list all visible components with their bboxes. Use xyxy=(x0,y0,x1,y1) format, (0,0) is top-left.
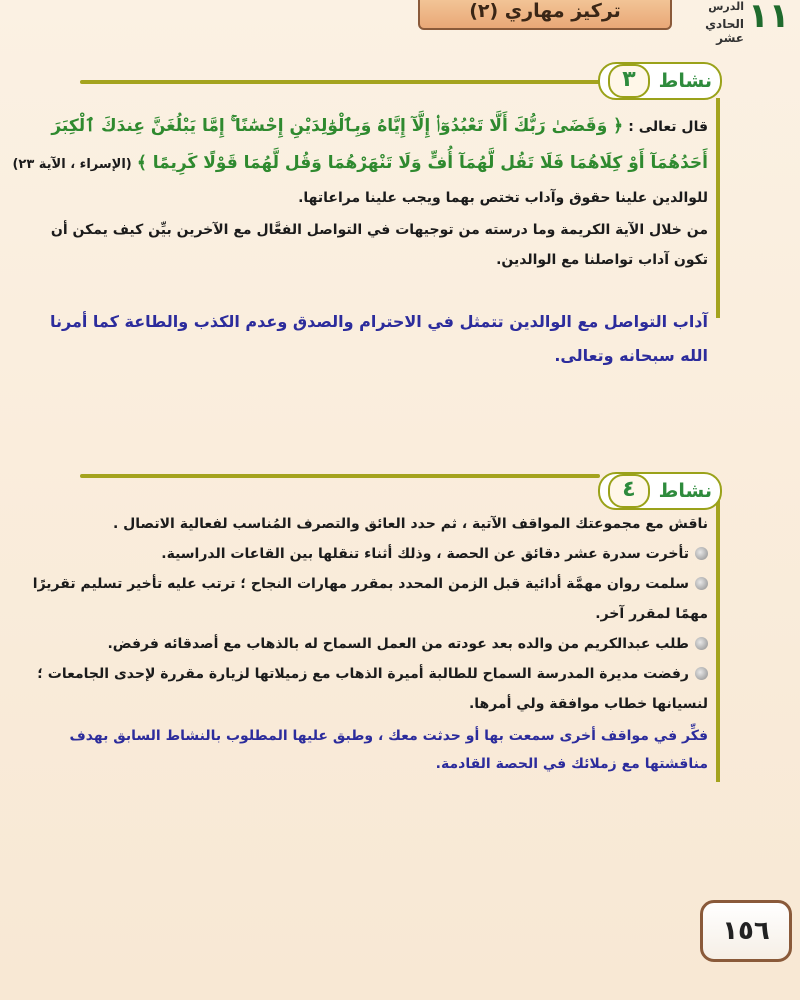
activity4-item-text: سلمت روان مهمَّة أدائية قبل الزمن المحدد بمقرر مهارات النجاح ؛ ترتب عليه تأخير تسليم تقريرًا xyxy=(32,576,689,592)
activity4-item xyxy=(88,636,708,652)
activity4-item-text: رفضت مديرة المدرسة السماح للطالبة أميرة الذهاب مع زميلاتها لزيارة مقررة لإحدى الجامعات ؛ xyxy=(37,666,689,682)
activity4-top-rule xyxy=(80,474,600,478)
activity3-line3: للوالدين علينا حقوق وآداب تختص بهما ويجب علينا مراعاتها. xyxy=(298,190,708,206)
activity3-verse-line1 xyxy=(51,115,708,136)
lesson-word: الدرس xyxy=(708,0,744,13)
activity4-side-rule xyxy=(716,492,720,782)
verse-part2: أَحَدُهُمَآ أَوْ كِلَاهُمَا فَلَا تَقُل لَّهُمَآ أُفٍّ وَلَا تَنْهَرْهُمَا وَقُل لَّهُمَا قَوْلًا كَرِيمًا ﴾ xyxy=(136,153,708,173)
activity3-line5: تكون آداب تواصلنا مع الوالدين. xyxy=(496,252,708,268)
page-number-box xyxy=(700,900,792,962)
bullet-icon xyxy=(695,577,708,590)
activity3-number: ٣ xyxy=(608,64,650,98)
activity3-intro: قال تعالى : xyxy=(628,119,708,135)
activity3-badge xyxy=(598,62,722,100)
verse-reference: (الإسراء ، الآية ٢٣) xyxy=(12,157,132,172)
activity4-number: ٤ xyxy=(608,474,650,508)
activity3-verse-line2 xyxy=(12,152,708,173)
bullet-icon xyxy=(695,637,708,650)
activity4-item xyxy=(88,546,708,562)
activity4-badge xyxy=(598,472,722,510)
activity4-intro: ناقش مع مجموعتك المواقف الآتية ، ثم حدد العائق والتصرف المُناسب لفعالية الاتصال . xyxy=(112,516,708,532)
activity3-answer-line1: آداب التواصل مع الوالدين تتمثل في الاحترام والصدق وعدم الكذب والطاعة كما أمرنا xyxy=(49,312,708,331)
activity4-item-continuation: مهمًا لمقرر آخر. xyxy=(595,606,708,622)
lesson-title: تركيز مهاري (٢) xyxy=(469,0,621,22)
lesson-ordinal: الحادي عشر xyxy=(705,17,744,45)
activity4-item xyxy=(32,576,708,592)
bullet-icon xyxy=(695,547,708,560)
activity3-answer-line2: الله سبحانه وتعالى. xyxy=(554,346,708,365)
activity3-label: نشاط xyxy=(658,70,712,92)
bullet-icon xyxy=(695,667,708,680)
activity4-think-line2: مناقشتها مع زملائك في الحصة القادمة. xyxy=(435,756,708,772)
lesson-number: ١١ xyxy=(748,0,790,36)
verse-part1: ﴿ وَقَضَىٰ رَبُّكَ أَلَّا تَعْبُدُوٓا۟ إِلَّآ إِيَّاهُ وَبِٱلْوَٰلِدَيْنِ إِحْسَٰنًا ۚ إِمَّا يَبْلُغَنَّ عِندَكَ ٱلْكِبَرَ xyxy=(51,116,624,136)
activity4-item-text: تأخرت سدرة عشر دقائق عن الحصة ، وذلك أثناء تنقلها بين القاعات الدراسية. xyxy=(161,546,689,562)
lesson-title-box xyxy=(418,0,672,30)
activity4-item-text: طلب عبدالكريم من والده بعد عودته من العمل السماح له بالذهاب مع أصدقائه فرفض. xyxy=(107,636,689,652)
activity4-label: نشاط xyxy=(658,480,712,502)
activity4-item xyxy=(37,666,708,682)
page-number: ١٥٦ xyxy=(722,916,770,946)
activity3-line4: من خلال الآية الكريمة وما درسته من توجيهات في التواصل الفعَّال مع الآخرين بيِّن كيف يمكن أن xyxy=(50,222,708,238)
activity3-top-rule xyxy=(80,80,600,84)
activity4-think-line1: فكِّر في مواقف أخرى سمعت بها أو حدثت معك ، وطبق عليها المطلوب بالنشاط السابق بهدف xyxy=(69,728,708,744)
activity3-side-rule xyxy=(716,98,720,318)
activity4-item-continuation: لنسيانها خطاب موافقة ولي أمرها. xyxy=(468,696,708,712)
